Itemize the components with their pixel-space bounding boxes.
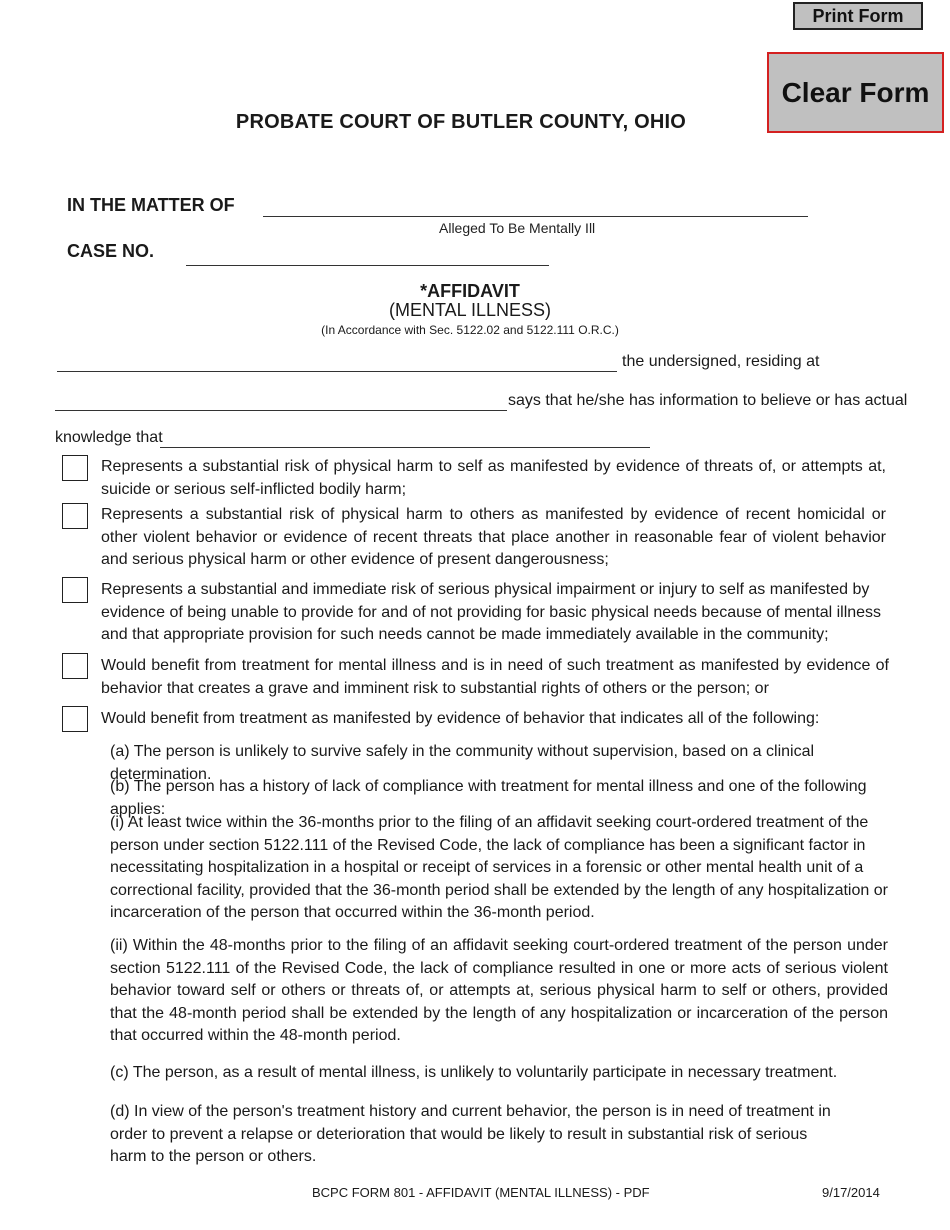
print-form-button[interactable]: Print Form xyxy=(793,2,923,30)
undersigned-text: the undersigned, residing at xyxy=(622,353,820,370)
affidavit-subtitle: (MENTAL ILLNESS) xyxy=(388,300,552,320)
subitem-d: (d) In view of the person's treatment history and current behavior, the person is in need of treatment in order to prevent a relapse or deterioration that would be likely to result in substantial risk of serious harm to the person or others. xyxy=(110,1103,831,1165)
affiant-name-input[interactable] xyxy=(57,350,617,372)
criteria-4-text: Would benefit from treatment for mental illness and is in need of such treatment as manifested by evidence of behavior that creates a grave and imminent risk to substantial rights of others or the person; or xyxy=(101,657,889,697)
subitem-a: (a) The person is unlikely to survive safely in the community without supervision, based on a clinical determination. xyxy=(110,743,815,783)
matter-name-input[interactable] xyxy=(263,195,808,217)
knowledge-text: knowledge that xyxy=(55,429,163,446)
criteria-2-text: Represents a substantial risk of physical harm to others as manifested by evidence of recent homicidal or other violent behavior or evidence of recent threats that place another in reasonable fear of violent behavior and serious physical harm or other evidence of present dangerousness; xyxy=(101,506,886,568)
criteria-2-checkbox[interactable] xyxy=(62,503,88,529)
footer-form-name: BCPC FORM 801 - AFFIDAVIT (MENTAL ILLNESS) - PDF xyxy=(312,1185,650,1200)
subitem-b: (b) The person has a history of lack of compliance with treatment for mental illness and one of the following applies: xyxy=(110,778,867,818)
affidavit-reference: (In Accordance with Sec. 5122.02 and 5122.111 O.R.C.) xyxy=(321,323,619,337)
clear-form-button[interactable]: Clear Form xyxy=(767,52,944,133)
criteria-3-checkbox[interactable] xyxy=(62,577,88,603)
case-number-input[interactable] xyxy=(186,244,549,266)
criteria-5-checkbox[interactable] xyxy=(62,706,88,732)
subitem-c: (c) The person, as a result of mental illness, is unlikely to voluntarily participate in necessary treatment. xyxy=(110,1064,838,1081)
case-label: CASE NO. xyxy=(67,241,155,261)
matter-label: IN THE MATTER OF xyxy=(67,195,235,215)
criteria-1-text: Represents a substantial risk of physical harm to self as manifested by evidence of threats of, or attempts at, suicide or serious self-inflicted bodily harm; xyxy=(101,458,886,498)
says-text: says that he/she has information to believe or has actual xyxy=(508,392,908,409)
court-title: PROBATE COURT OF BUTLER COUNTY, OHIO xyxy=(235,111,687,133)
subject-name-input[interactable] xyxy=(160,426,650,448)
criteria-1-checkbox[interactable] xyxy=(62,455,88,481)
footer-date: 9/17/2014 xyxy=(822,1185,880,1200)
subitem-i: (i) At least twice within the 36-months prior to the filing of an affidavit seeking court-ordered treatment of the person under section 5122.111 of the Revised Code, the lack of compliance has been a significant factor in necessitating hospitalization in a hospital or receipt of services in a forensic or other mental health unit of a correctional facility, provided that the 36-month period shall be extended by the length of any hospitalization or incarceration of the person that occurred within the 36-month period. xyxy=(110,814,888,921)
criteria-5-text: Would benefit from treatment as manifested by evidence of behavior that indicates all of the following: xyxy=(101,710,820,727)
matter-caption: Alleged To Be Mentally Ill xyxy=(439,220,596,236)
affidavit-title: *AFFIDAVIT xyxy=(420,281,520,301)
criteria-3-text: Represents a substantial and immediate risk of serious physical impairment or injury to self as manifested by evidence of being unable to provide for and of not providing for basic physical needs because of mental illness and that appropriate provision for such needs cannot be made immediately available in the community; xyxy=(101,581,882,643)
affiant-address-input[interactable] xyxy=(55,389,507,411)
criteria-4-checkbox[interactable] xyxy=(62,653,88,679)
subitem-ii: (ii) Within the 48-months prior to the filing of an affidavit seeking court-ordered treatment of the person under section 5122.111 of the Revised Code, the lack of compliance resulted in one or more acts of serious violent behavior toward self or others or threats of, or attempts at, serious physical harm to self or others, provided that the 48-month period shall be extended by the length of any hospitalization or incarceration of the person that occurred within the 48-month period. xyxy=(110,937,888,1044)
